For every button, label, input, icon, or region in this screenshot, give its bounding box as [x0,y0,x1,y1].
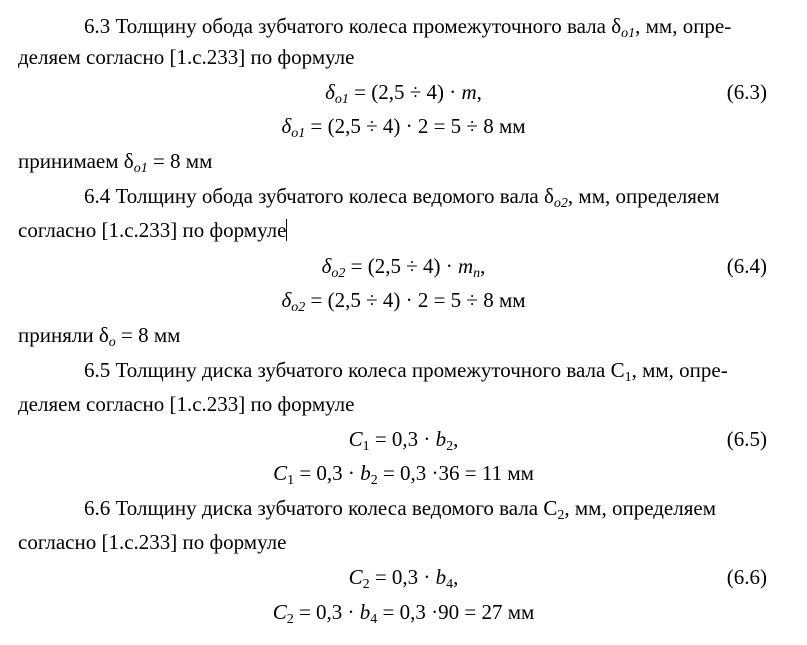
subscript: o2 [291,300,306,315]
section-6-4-line-1 [84,184,720,210]
text-run: , мм, опре- [635,14,732,38]
text-run: = 0,3 · [369,427,436,451]
symbol: δ [281,288,292,312]
formula-6-6 [0,565,807,591]
symbol: C [348,427,363,451]
subscript: 4 [446,577,454,592]
subscript: 4 [370,612,378,627]
text-run: = (2,5 ÷ 4) · [348,80,462,104]
text-run: , мм, определяем [564,496,716,520]
subscript: 1 [287,473,295,488]
variable: b [360,461,371,485]
text-run: = 0,3 ·36 = 11 мм [377,461,534,485]
equation-number-6-5: (6.5) [726,427,767,451]
equation-number-6-6: (6.6) [726,565,767,589]
text-run: = 8 мм [115,323,181,347]
variable: b [435,427,447,451]
symbol: δ [325,80,335,104]
symbol: C [272,600,287,624]
symbol: C [348,565,363,589]
result-6-4 [18,323,180,349]
subscript: 2 [362,577,370,592]
formula-6-4 [0,254,807,280]
subscript: n [473,266,481,281]
variable: m [457,254,474,278]
section-6-5-line-2: деляем согласно [1.с.233] по формуле [18,392,355,416]
calculation-6-3 [0,114,807,140]
text-run: = (2,5 ÷ 4) · 2 = 5 ÷ 8 мм [305,288,526,312]
text-run: = 8 мм [147,149,213,173]
section-6-3-line-1 [84,14,731,40]
subscript: o1 [291,126,306,141]
symbol: C [273,461,288,485]
text-run: = 0,3 · [293,600,360,624]
section-6-5-line-1 [84,358,728,384]
symbol: δ [321,254,332,278]
text-run: , мм, определяем [567,184,720,208]
calculation-6-6 [0,600,807,626]
text-cursor [286,219,287,241]
text-run: , [480,254,486,278]
text-run: 6.5 Толщину диска зубчатого колеса промежуточного вала C [84,358,625,382]
calculation-6-5 [0,461,807,487]
text-run: , [453,565,459,589]
text-run: , [453,427,459,451]
subscript: 1 [624,370,632,385]
text-run: = (2,5 ÷ 4) · 2 = 5 ÷ 8 мм [305,114,526,138]
subscript: 1 [362,439,370,454]
text-run: 6.4 Толщину обода зубчатого колеса ведомого вала δ [84,184,554,208]
subscript: 2 [286,612,294,627]
text-run: принимаем δ [18,149,134,173]
variable: m [461,80,477,104]
subscript: 2 [446,439,454,454]
subscript: o2 [553,196,568,211]
text-run: = (2,5 ÷ 4) · [345,254,458,278]
text-run: = 0,3 ·90 = 27 мм [377,600,535,624]
subscript: 2 [557,508,565,523]
formula-6-5 [0,427,807,453]
section-6-6-line-1 [84,496,716,522]
text-run: = 0,3 · [294,461,361,485]
subscript: o2 [331,266,346,281]
result-6-3 [18,149,212,175]
subscript: o1 [334,92,349,107]
text-run: 6.6 Толщину диска зубчатого колеса ведомого вала C [84,496,558,520]
subscript: o [108,335,116,350]
variable: b [359,600,371,624]
variable: b [435,565,447,589]
equation-number-6-4: (6.4) [726,254,767,278]
calculation-6-4 [0,288,807,314]
text-run: согласно [1.с.233] по формуле [18,218,287,242]
subscript: o1 [133,161,148,176]
formula-6-3 [0,80,807,106]
text-run: , мм, опре- [631,358,728,382]
text-run: , [476,80,482,104]
text-run: = 0,3 · [369,565,436,589]
section-6-4-line-2 [18,218,287,244]
subscript: 2 [370,473,378,488]
text-run: 6.3 Толщину обода зубчатого колеса промежуточного вала δ [84,14,622,38]
equation-number-6-3: (6.3) [726,80,767,104]
section-6-6-line-2: согласно [1.с.233] по формуле [18,530,287,554]
subscript: o1 [621,26,636,41]
text-run: приняли δ [18,323,109,347]
section-6-3-line-2: деляем согласно [1.с.233] по формуле [18,45,355,69]
symbol: δ [281,114,292,138]
